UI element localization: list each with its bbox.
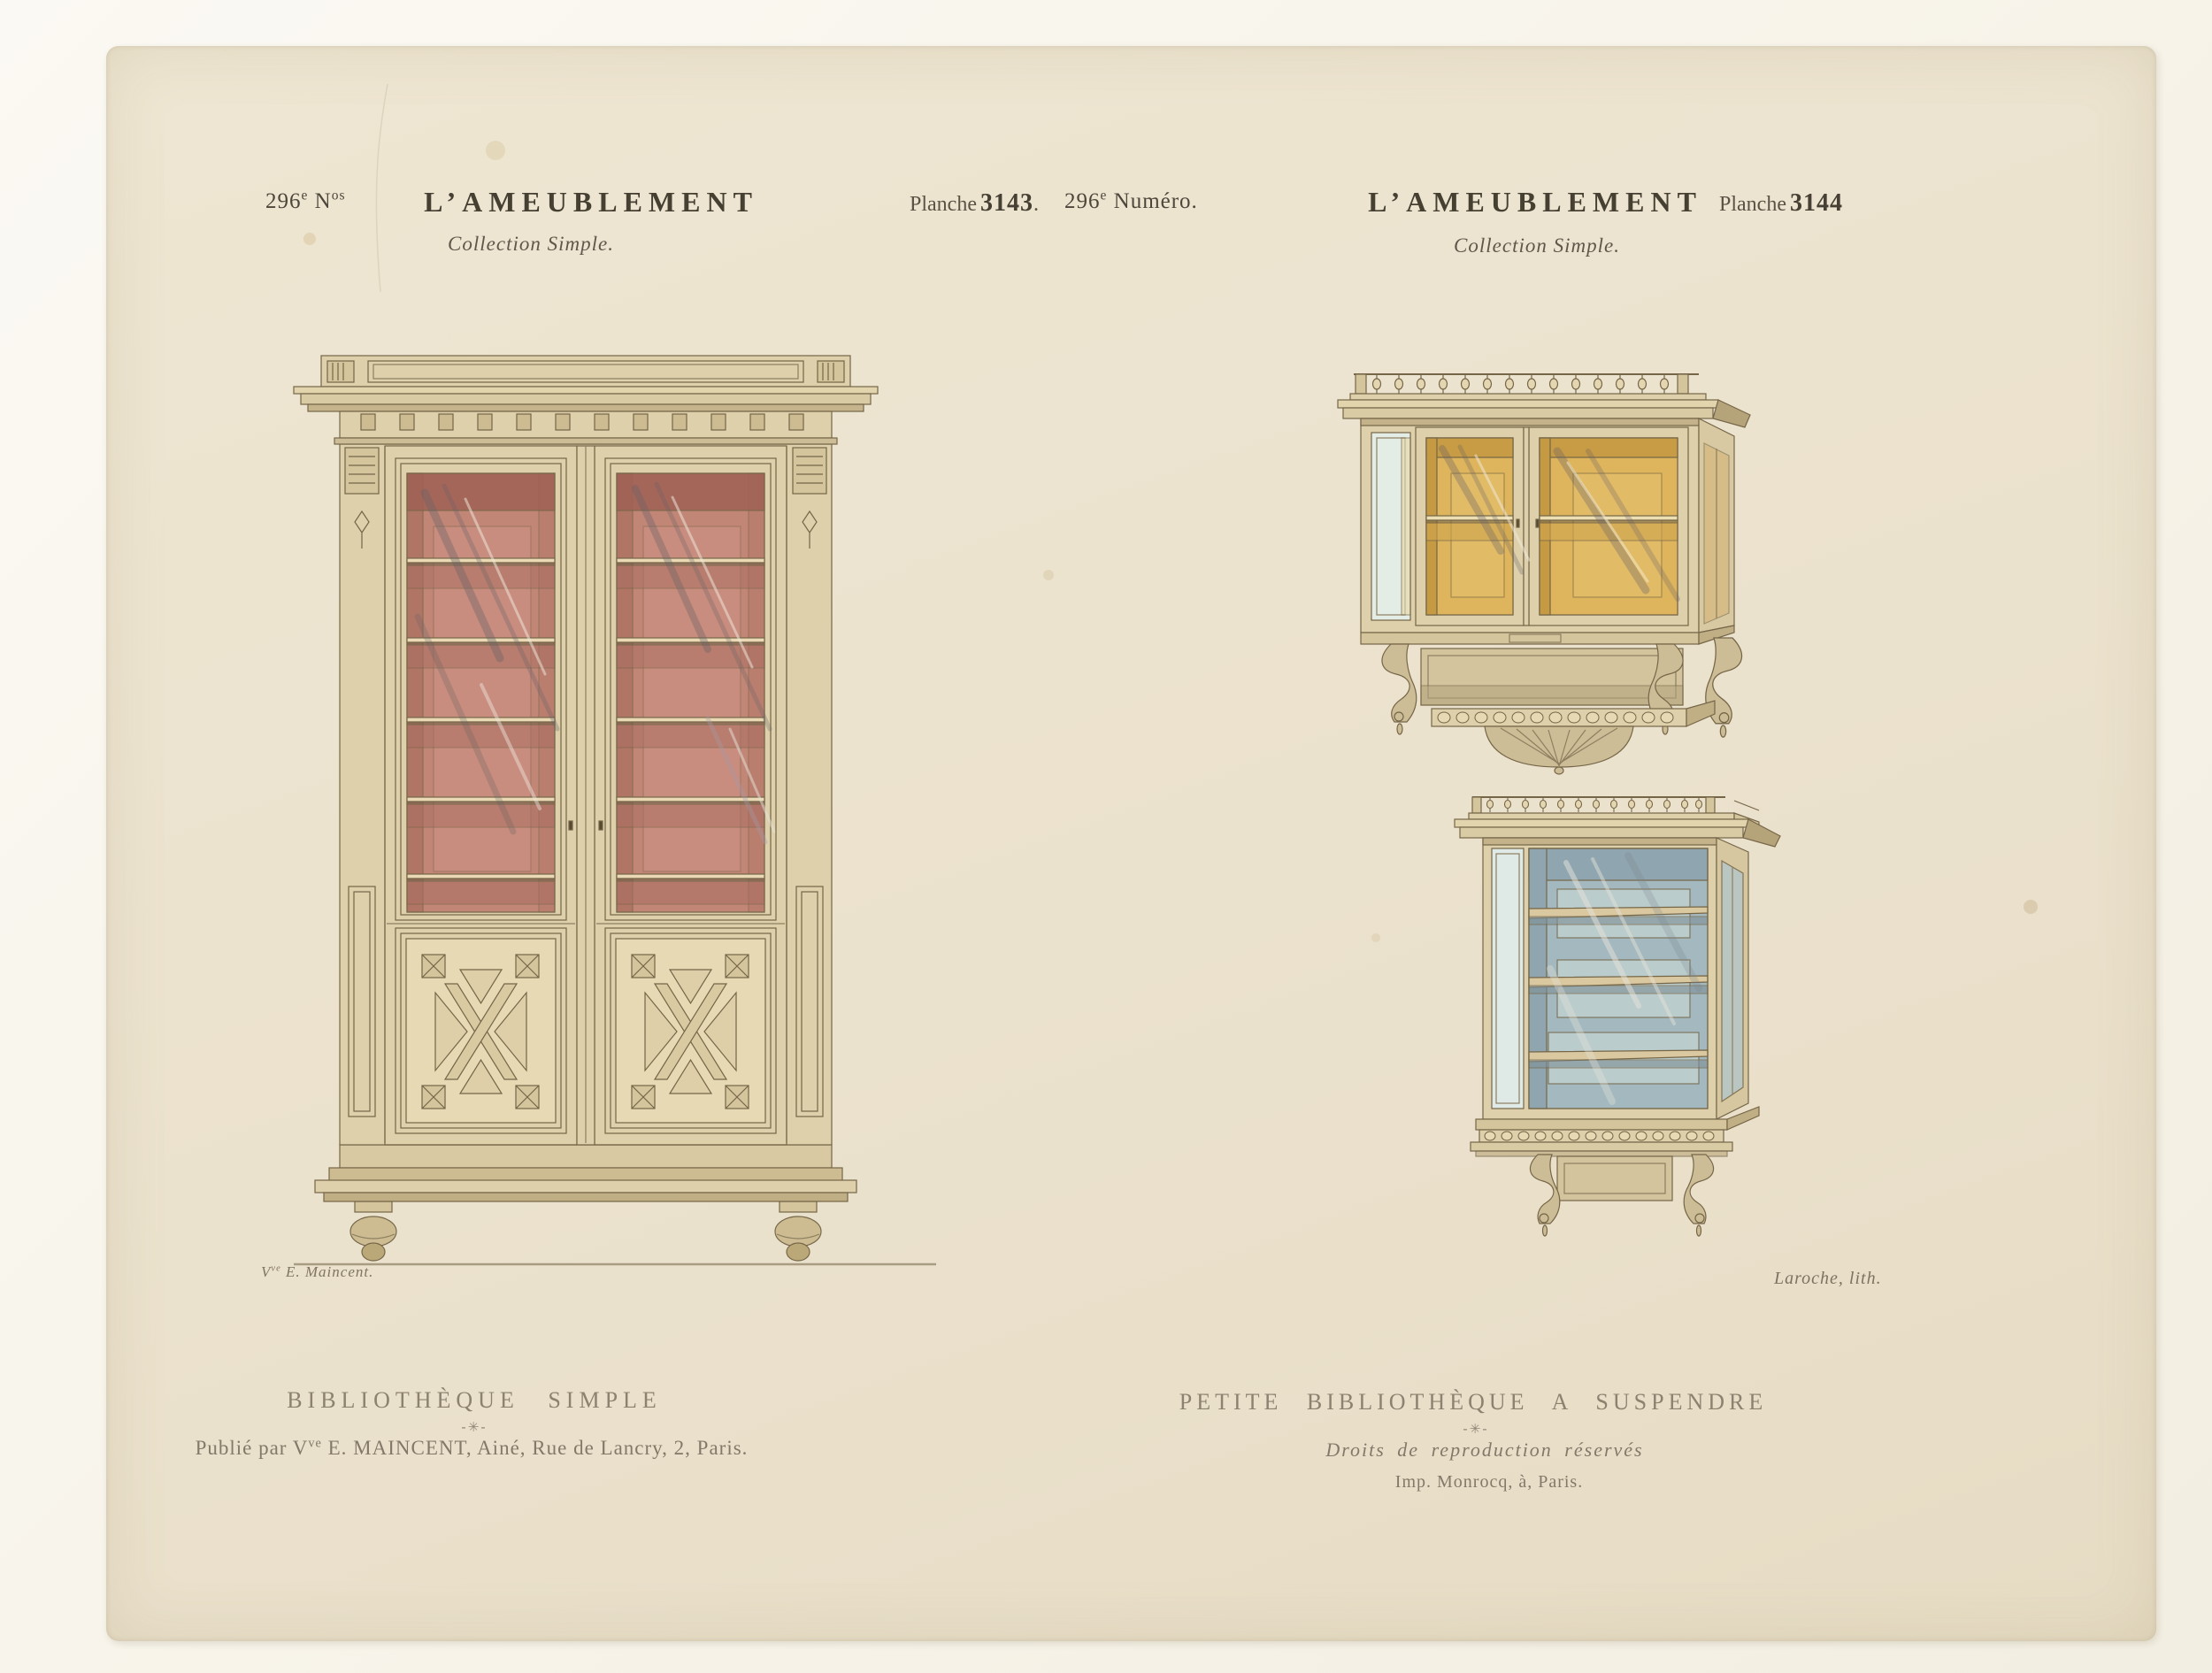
bookcase-illustration xyxy=(292,347,938,1274)
hanging-cabinet-illustration xyxy=(1336,367,1902,783)
bookcase-cornice xyxy=(294,356,878,444)
printer-line: Imp. Monrocq, à, Paris. xyxy=(1394,1472,1584,1492)
keyhole-right xyxy=(599,821,603,830)
plate-number-left: Planche 3143. xyxy=(910,189,1039,217)
publisher-line: Publié par $V^{ve}$ E. MAINCENT, Ainé, Rue de Lancry, 2, Paris. xyxy=(195,1436,749,1459)
rights-line: Droits de reproduction réservés xyxy=(1325,1439,1644,1461)
issue-number-right: 296e Numéro. xyxy=(1064,188,1198,213)
masthead-title-right: L’AMEUBLEMENT xyxy=(1368,186,1702,218)
ornament-right: -✳- xyxy=(1463,1421,1489,1437)
x-panel-right xyxy=(605,928,776,1133)
cabinet-bracket-shelf xyxy=(1361,625,1742,774)
display-brackets xyxy=(1530,1155,1713,1236)
plate-number-right: Planche 3144 xyxy=(1719,189,1843,217)
designer-signature: $V^{ve}$ E. Maincent. xyxy=(261,1263,374,1280)
bookcase-interior-left xyxy=(407,473,555,912)
plate-title-right: PETITE BIBLIOTHÈQUE A SUSPENDRE xyxy=(1179,1389,1768,1415)
masthead-subtitle-right: Collection Simple. xyxy=(1454,234,1620,257)
plate-title-left: BIBLIOTHÈQUE SIMPLE xyxy=(287,1387,662,1413)
bookcase-plinth xyxy=(315,1145,856,1201)
keyhole-left xyxy=(569,821,572,830)
masthead-title-left: L’AMEUBLEMENT xyxy=(424,186,758,218)
cabinet-gallery xyxy=(1350,374,1706,400)
x-panel-left xyxy=(396,928,566,1133)
hanging-display-illustration xyxy=(1451,792,1902,1274)
bookcase-interior-right xyxy=(617,473,764,912)
ornament-left: -✳- xyxy=(461,1419,488,1435)
lithographer-signature: Laroche, lith. xyxy=(1774,1269,1882,1288)
masthead-subtitle-left: Collection Simple. xyxy=(448,233,614,255)
issue-number-left: 296e $N^{os}$ xyxy=(265,188,346,213)
